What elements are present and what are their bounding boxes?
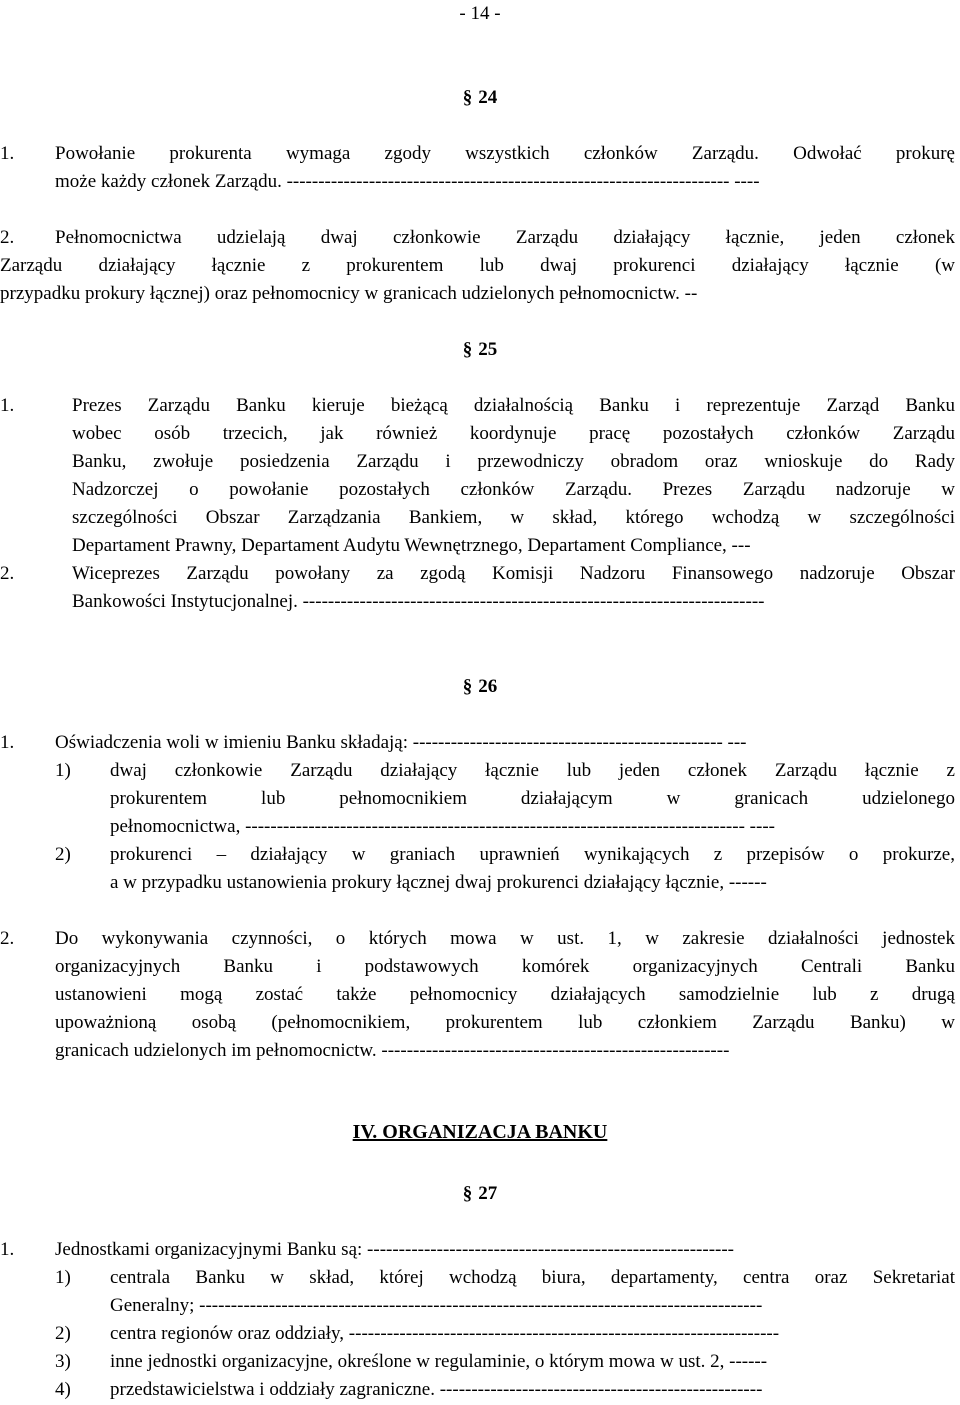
section-number: 24 (478, 87, 498, 108)
paragraph-number: 1. (0, 732, 15, 753)
section-number: 27 (478, 1183, 498, 1204)
paragraph-number: 1. (0, 395, 15, 416)
paragraph-number: 1. (0, 1239, 15, 1260)
list-item-number: 1) (55, 760, 71, 781)
section-number: 26 (478, 676, 498, 697)
text-line: prokurenci – działający w graniach uprawnień wynikających z przepisów o prokurze, (110, 844, 955, 865)
text-line: może każdy członek Zarządu. ---------------------------------------------------------------------- ---- (55, 171, 760, 192)
section-number: 25 (478, 339, 498, 360)
section-symbol: § (462, 87, 473, 108)
text-line: Zarządu działający łącznie z prokurentem lub dwaj prokurenci działający łącznie (w (0, 255, 955, 276)
chapter-title: IV. ORGANIZACJA BANKU (352, 1121, 608, 1143)
paragraph-number: 2. (0, 227, 15, 248)
text-line: Banku, zwołuje posiedzenia Zarządu i przewodniczy obradom oraz wnioskuje do Rady (72, 451, 955, 472)
section-heading-25 (0, 338, 960, 362)
text-line: Oświadczenia woli w imieniu Banku składają: ------------------------------------------------- --- (55, 732, 747, 753)
text-line: Prezes Zarządu Banku kieruje bieżącą działalnością Banku i reprezentuje Zarząd Banku (72, 395, 955, 416)
paragraph-number: 2. (0, 563, 15, 584)
list-item-number: 2) (55, 1323, 71, 1344)
text-line: Departament Prawny, Departament Audytu Wewnętrznego, Departament Compliance, --- (72, 535, 751, 556)
section-symbol: § (462, 339, 473, 360)
text-line: Wiceprezes Zarządu powołany za zgodą Komisji Nadzoru Finansowego nadzoruje Obszar (72, 563, 955, 584)
text-line: dwaj członkowie Zarządu działający łącznie lub jeden członek Zarządu łącznie z (110, 760, 955, 781)
text-line: prokurentem lub pełnomocnikiem działającym w granicach udzielonego (110, 788, 955, 809)
list-item-number: 1) (55, 1267, 71, 1288)
section-heading-26 (0, 675, 960, 699)
text-line: upoważnioną osobą (pełnomocnikiem, prokurentem lub członkiem Zarządu Banku) w (55, 1012, 955, 1033)
text-line: inne jednostki organizacyjne, określone w regulaminie, o którym mowa w ust. 2, ------ (110, 1351, 768, 1372)
text-line: wobec osób trzecich, jak również koordynuje pracę pozostałych członków Zarządu (72, 423, 955, 444)
text-line: ustanowieni mogą zostać także pełnomocnicy działających samodzielnie lub z drugą (55, 984, 955, 1005)
text-line: centrala Banku w skład, której wchodzą biura, departamenty, centra oraz Sekretariat (110, 1267, 955, 1288)
text-line: szczególności Obszar Zarządzania Bankiem, w skład, którego wchodzą w szczególności (72, 507, 955, 528)
text-line: Bankowości Instytucjonalnej. ------------------------------------------------------------------------- (72, 591, 765, 612)
page-number: - 14 - (459, 3, 501, 24)
paragraph-number: 1. (0, 143, 15, 164)
text-line: centra regionów oraz oddziały, -------------------------------------------------------------------- (110, 1323, 780, 1344)
list-item-number: 2) (55, 844, 71, 865)
section-symbol: § (462, 1183, 473, 1204)
text-line: przypadku prokury łącznej) oraz pełnomocnicy w granicach udzielonych pełnomocnictw. -- (0, 283, 698, 304)
text-line: granicach udzielonych im pełnomocnictw. ------------------------------------------------------- (55, 1040, 730, 1061)
text-line: Generalny; ----------------------------------------------------------------------------------------- (110, 1295, 763, 1316)
list-item-number: 3) (55, 1351, 71, 1372)
text-line: przedstawicielstwa i oddziały zagraniczne. --------------------------------------------------- (110, 1379, 763, 1400)
text-line: organizacyjnych Banku i podstawowych komórek organizacyjnych Centrali Banku (55, 956, 955, 977)
text-line: Powołanie prokurenta wymaga zgody wszystkich członków Zarządu. Odwołać prokurę (55, 143, 955, 164)
text-line: Pełnomocnictwa udzielają dwaj członkowie Zarządu działający łącznie, jeden członek (55, 227, 955, 248)
text-line: Nadzorczej o powołanie pozostałych członków Zarządu. Prezes Zarządu nadzoruje w (72, 479, 955, 500)
section-symbol: § (462, 676, 473, 697)
section-heading-27 (0, 1182, 960, 1206)
list-item-number: 4) (55, 1379, 71, 1400)
section-heading-24 (0, 86, 960, 110)
text-line: Jednostkami organizacyjnymi Banku są: ---------------------------------------------------------- (55, 1239, 735, 1260)
text-line: pełnomocnictwa, ------------------------------------------------------------------------------- ---- (110, 816, 775, 837)
text-line: Do wykonywania czynności, o których mowa w ust. 1, w zakresie działalności jednostek (55, 928, 955, 949)
paragraph-number: 2. (0, 928, 15, 949)
text-line: a w przypadku ustanowienia prokury łącznej dwaj prokurenci działający łącznie, ------ (110, 872, 767, 893)
